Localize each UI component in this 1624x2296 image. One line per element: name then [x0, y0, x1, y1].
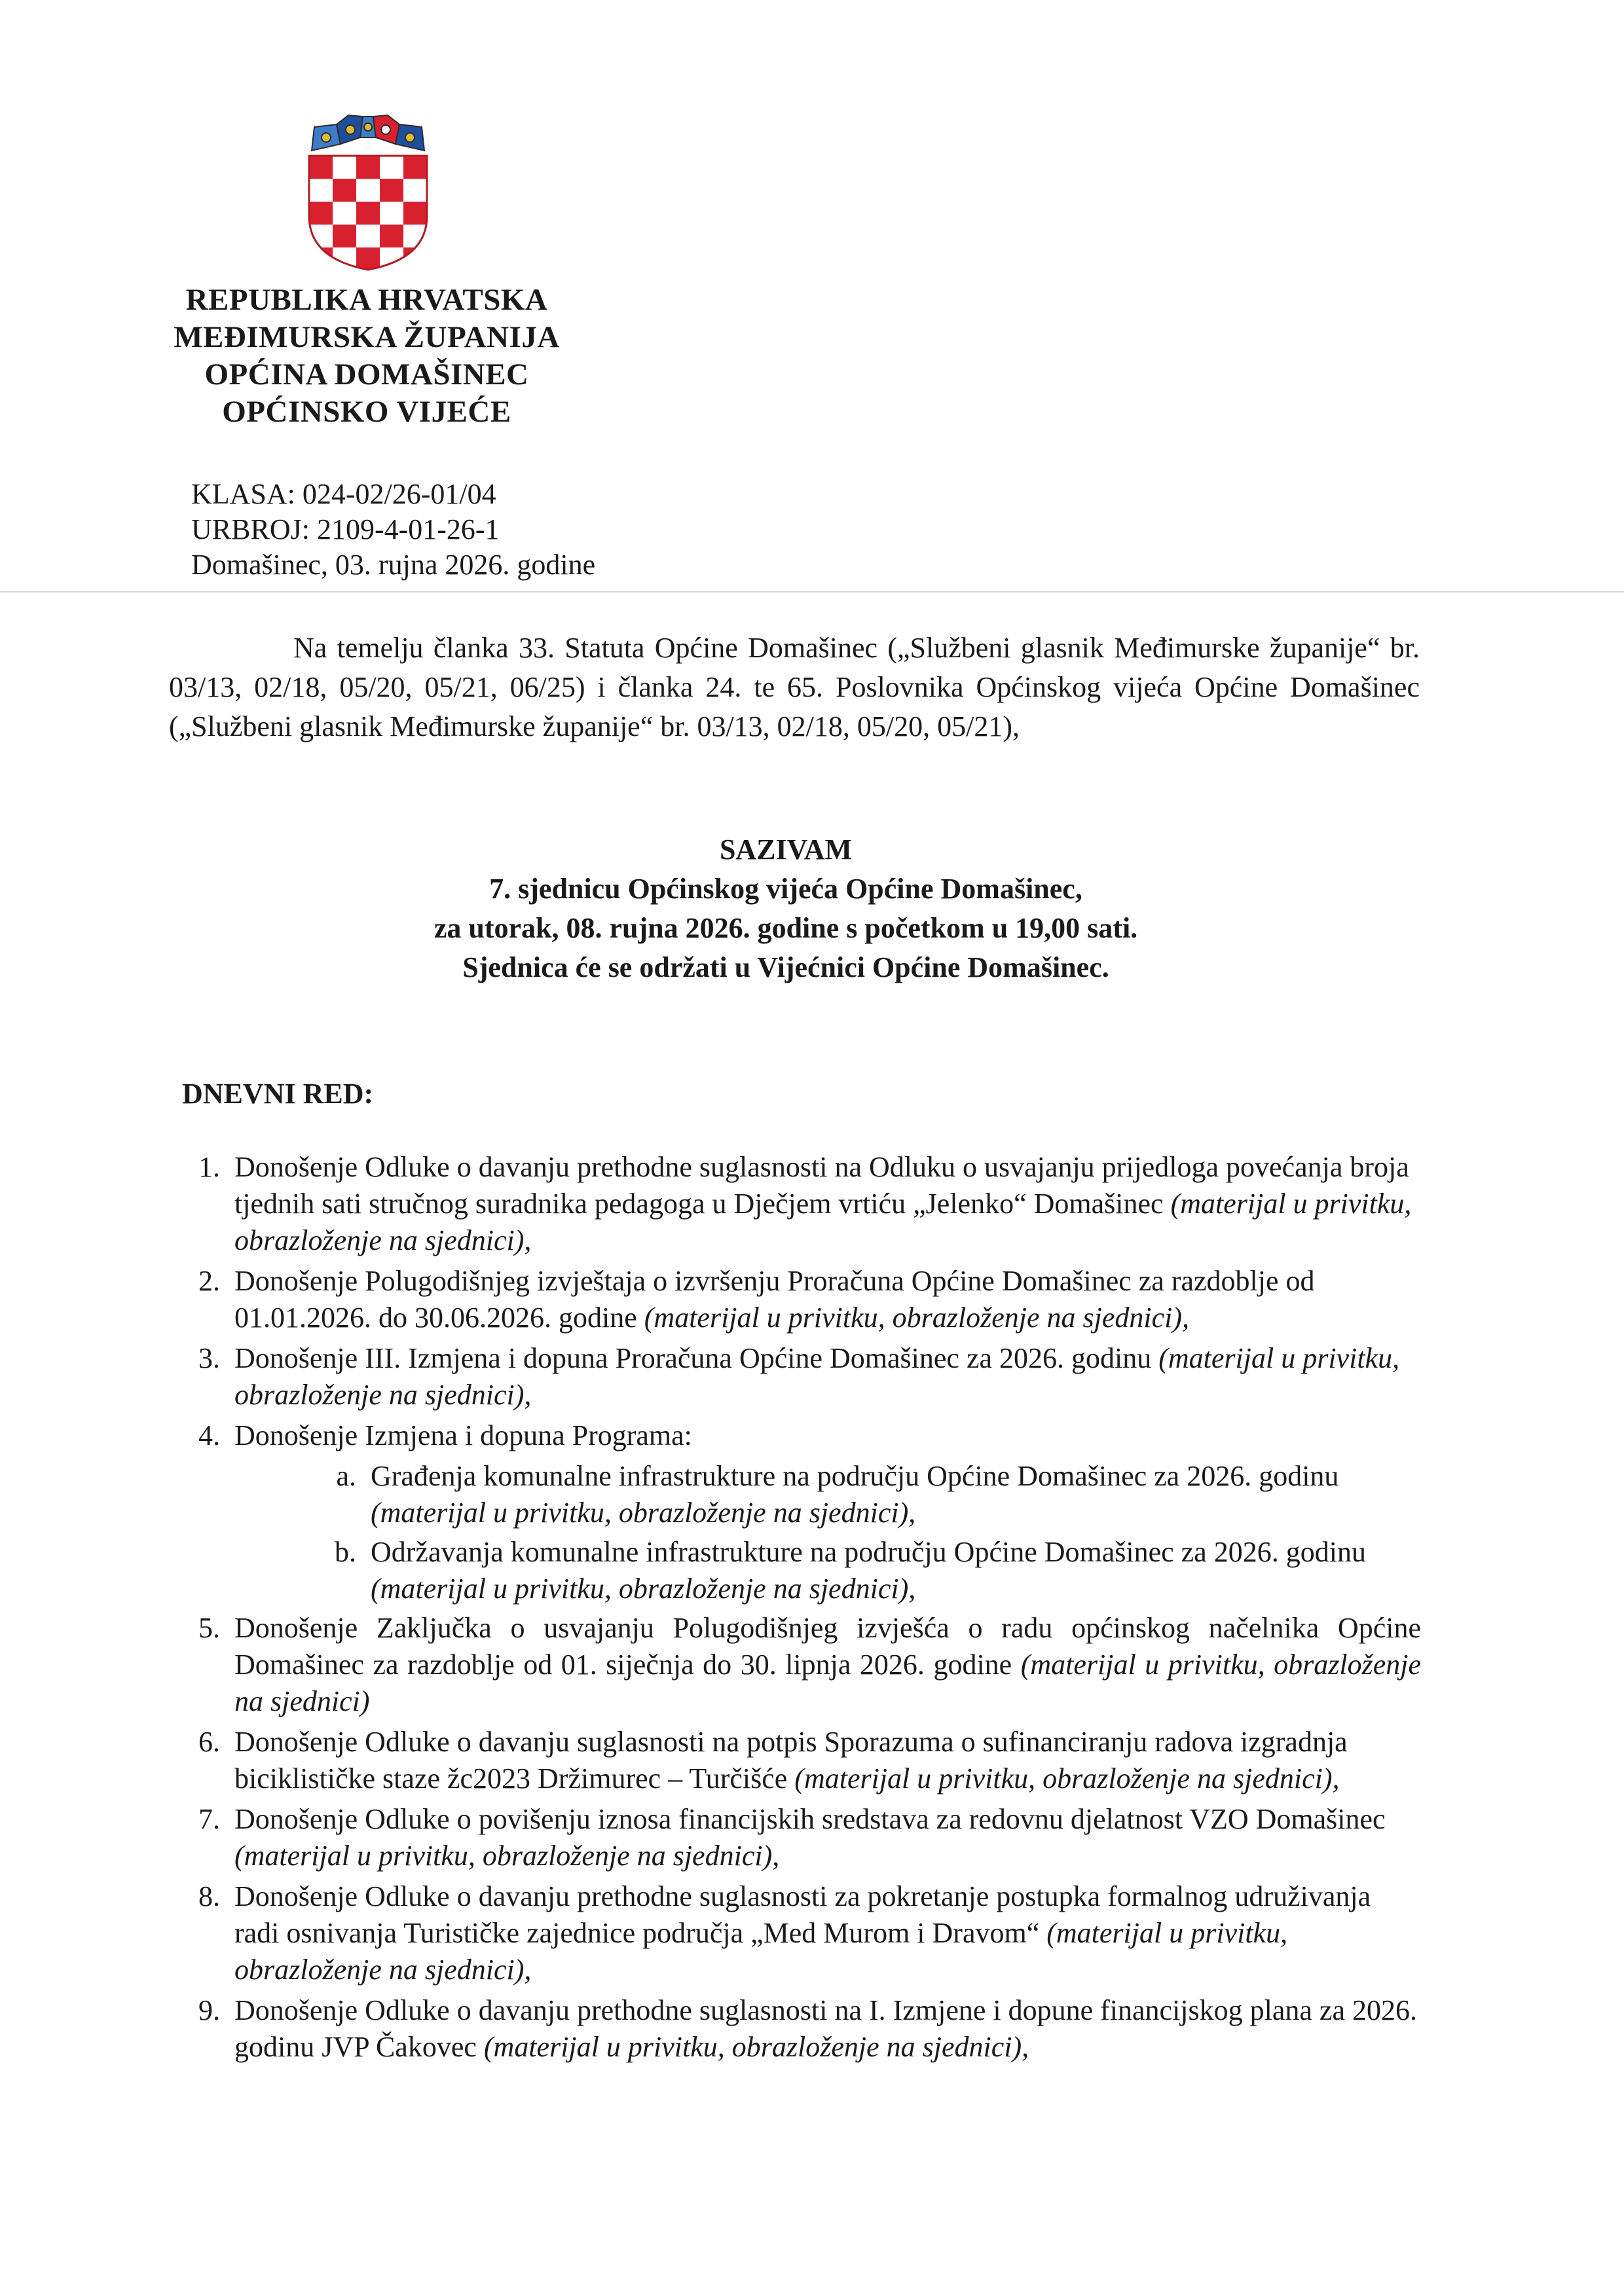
klasa-line: KLASA: 024-02/26-01/04	[191, 478, 496, 510]
agenda-item	[164, 1417, 1421, 1454]
agenda-item	[164, 1610, 1421, 1720]
agenda-item-number: 3.	[198, 1342, 220, 1374]
agenda-item	[164, 1878, 1421, 1988]
agenda-item-note: (materijal u privitku, obrazloženje na sjednici),	[483, 2031, 1029, 2063]
agenda-item-text: Donošenje Odluke o povišenju iznosa financijskih sredstava za redovnu djelatnost VZO Domašinec	[234, 1803, 1386, 1835]
agenda-item-note: (materijal u privitku, obrazloženje na sjednici)	[234, 1649, 1422, 1717]
header-line-municipality: OPĆINA DOMAŠINEC	[204, 357, 529, 392]
agenda-item-note: (materijal u privitku, obrazloženje na sjednici),	[794, 1762, 1340, 1795]
agenda-item-text: Donošenje Polugodišnjeg izvještaja o izvršenju Proračuna Općine Domašinec za razdoblje od 01.01.2026. do 30.06.2026. godine	[234, 1265, 1315, 1334]
agenda-item-note: (materijal u privitku, obrazloženje na sjednici),	[234, 1188, 1412, 1256]
agenda-item	[164, 1992, 1421, 2066]
convocation-title: SAZIVAM	[719, 833, 853, 866]
agenda-subitem	[305, 1458, 1421, 1531]
convocation-block	[262, 830, 1310, 987]
agenda-item-number: 2.	[198, 1265, 220, 1297]
session-time: za utorak, 08. rujna 2026. godine s početkom u 19,00 sati.	[434, 912, 1138, 944]
agenda-item-text: Donošenje Odluke o davanju suglasnosti na potpis Sporazuma o sufinanciranju radova izgradnja biciklističke staze žc2023 Držimurec – Turčišće	[234, 1726, 1348, 1795]
agenda-subitem-letter: a.	[336, 1460, 356, 1492]
scan-fold-line	[0, 591, 1624, 592]
agenda-item-note: (materijal u privitku, obrazloženje na sjednici),	[234, 1342, 1400, 1411]
agenda-item	[164, 1801, 1421, 1874]
agenda-item-number: 6.	[198, 1726, 220, 1758]
agenda-item-number: 8.	[198, 1880, 220, 1912]
agenda-item-note: (materijal u privitku, obrazloženje na sjednici),	[234, 1917, 1288, 1986]
agenda-item-text: Donošenje Odluke o davanju prethodne suglasnosti za pokretanje postupka formalnog udruživanja radi osnivanja Turističke zajednice područja „Med Murom i Dravom“	[234, 1880, 1371, 1949]
agenda-item-number: 5.	[198, 1612, 220, 1644]
agenda-subitem-letter: b.	[335, 1536, 356, 1568]
agenda-subitem-text: Građenja komunalne infrastrukture na području Općine Domašinec za 2026. godinu	[371, 1460, 1339, 1492]
urbroj-line: URBROJ: 2109-4-01-26-1	[191, 513, 500, 545]
session-location: Sjednica će se održati u Vijećnici Općine Domašinec.	[462, 951, 1109, 983]
agenda-item-number: 4.	[198, 1419, 220, 1451]
agenda-item-note: (materijal u privitku, obrazloženje na sjednici),	[644, 1302, 1189, 1334]
date-line: Domašinec, 03. rujna 2026. godine	[191, 549, 596, 581]
agenda-item-text: Donošenje Odluke o davanju prethodne suglasnosti na I. Izmjene i dopune financijskog plana za 2026. godinu JVP Čakovec	[234, 1994, 1417, 2063]
header-line-country: REPUBLIKA HRVATSKA	[185, 283, 548, 317]
agenda-subitem	[305, 1534, 1421, 1607]
agenda-title: DNEVNI RED:	[182, 1078, 374, 1110]
coat-of-arms-icon	[303, 105, 434, 272]
agenda-item-text: Donošenje Odluke o davanju prethodne suglasnosti na Odluku o usvajanju prijedloga povećanja broja tjednih sati stručnog suradnika pedagoga u Dječjem vrtiću „Jelenko“ Domašinec	[234, 1151, 1409, 1220]
agenda-item-number: 7.	[198, 1803, 220, 1835]
agenda-item-text: Donošenje Zaključka o usvajanju Polugodišnjeg izvješća o radu općinskog načelnika Općine Domašinec za razdoblje od 01. siječnja do 30. lipnja 2026. godine	[234, 1612, 1421, 1681]
agenda-item-note: (materijal u privitku, obrazloženje na sjednici),	[371, 1497, 916, 1529]
agenda-list	[164, 1149, 1421, 2069]
agenda-item-note: (materijal u privitku, obrazloženje na sjednici),	[371, 1573, 916, 1605]
header-line-county: MEĐIMURSKA ŽUPANIJA	[174, 320, 560, 354]
agenda-item	[164, 1340, 1421, 1413]
header-line-council: OPĆINSKO VIJEĆE	[222, 395, 511, 429]
institution-header	[131, 282, 602, 431]
agenda-item-text: Donošenje III. Izmjena i dopuna Proračuna Općine Domašinec za 2026. godinu	[234, 1342, 1152, 1374]
document-reference	[191, 477, 595, 583]
agenda-item	[164, 1263, 1421, 1336]
agenda-item-number: 9.	[198, 1994, 220, 2026]
session-name: 7. sjednicu Općinskog vijeća Općine Domašinec,	[489, 873, 1082, 905]
agenda-item	[164, 1724, 1421, 1797]
agenda-item-note: (materijal u privitku, obrazloženje na sjednici),	[234, 1840, 780, 1872]
agenda-item	[164, 1149, 1421, 1259]
agenda-item-number: 1.	[198, 1151, 220, 1183]
agenda-subitem-text: Održavanja komunalne infrastrukture na području Općine Domašinec za 2026. godinu	[371, 1536, 1366, 1568]
legal-basis-paragraph: Na temelju članka 33. Statuta Općine Domašinec („Službeni glasnik Međimurske županije“ br. 03/13, 02/18, 05/20, 05/21, 06/25) i članka 24. te 65. Poslovnika Općinskog vijeća Općine Domašinec („Službeni glasnik Međimurske županije“ br. 03/13, 02/18, 05/20, 05/21),	[169, 632, 1420, 742]
agenda-item-text: Donošenje Izmjena i dopuna Programa:	[234, 1419, 692, 1451]
